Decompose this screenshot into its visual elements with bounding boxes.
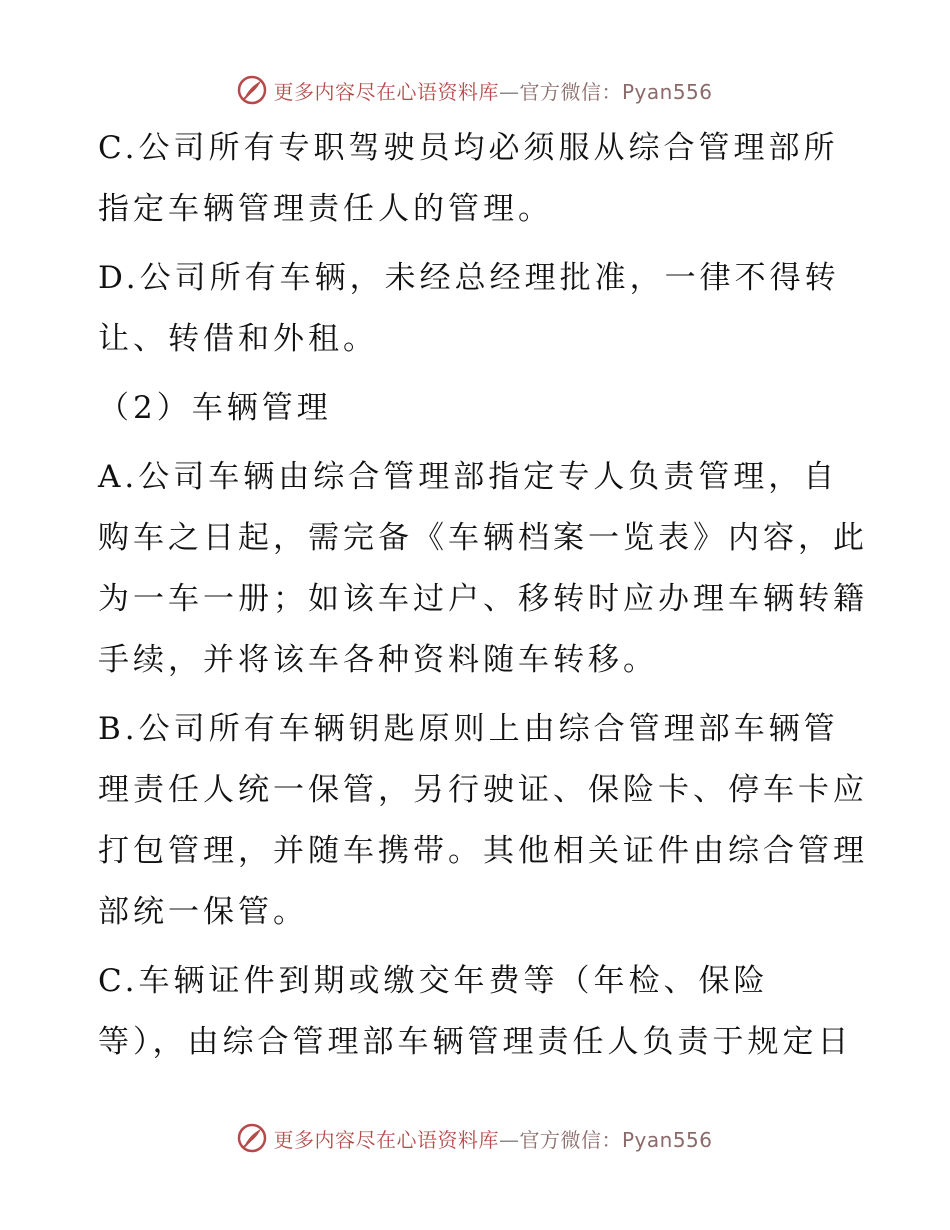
watermark-site-text: 更多内容尽在心语资料库	[273, 79, 499, 104]
text-line: B.公司所有车辆钥匙原则上由综合管理部车辆管	[98, 711, 839, 747]
watermark-banner-top	[0, 70, 950, 110]
paragraph-item-d-transfer	[98, 248, 858, 370]
text-line: 购车之日起，需完备《车辆档案一览表》内容，此	[98, 520, 868, 556]
text-line: C.车辆证件到期或缴交年费等（年检、保险	[98, 963, 769, 999]
text-line: 理责任人统一保管，另行驶证、保险卡、停车卡应	[98, 772, 868, 808]
section-heading	[98, 378, 858, 439]
watermark-site-text: 更多内容尽在心语资料库	[273, 1127, 499, 1152]
watermark-separator: —	[498, 79, 520, 104]
feather-pen-logo-icon	[237, 75, 267, 105]
paragraph-item-a-responsible	[98, 447, 868, 691]
text-line: A.公司车辆由综合管理部指定专人负责管理，自	[98, 459, 839, 495]
text-line: （2）车辆管理	[98, 390, 332, 426]
watermark-wechat-label: 官方微信：	[519, 1127, 622, 1152]
watermark-text	[273, 1124, 712, 1153]
text-line: D.公司所有车辆，未经总经理批准，一律不得转	[98, 260, 840, 296]
watermark-wechat-id: Pyan556	[621, 79, 713, 104]
watermark-banner-bottom	[0, 1118, 950, 1158]
paragraph-item-c-drivers	[98, 118, 858, 240]
text-line: 指定车辆管理责任人的管理。	[98, 191, 553, 227]
watermark-separator: —	[498, 1127, 520, 1152]
paragraph-item-c-certificates	[98, 951, 858, 1073]
text-line: C.公司所有专职驾驶员均必须服从综合管理部所	[98, 130, 839, 166]
paragraph-item-b-keys	[98, 699, 868, 943]
document-body	[98, 118, 868, 1073]
text-line: 让、转借和外租。	[98, 321, 378, 357]
watermark-wechat-label: 官方微信：	[519, 79, 622, 104]
watermark-text	[273, 76, 712, 105]
text-line: 等），由综合管理部车辆管理责任人负责于规定日	[98, 1024, 853, 1060]
text-line: 打包管理，并随车携带。其他相关证件由综合管理	[98, 833, 868, 869]
text-line: 手续，并将该车各种资料随车转移。	[98, 642, 658, 678]
feather-pen-logo-icon	[237, 1123, 267, 1153]
text-line: 为一车一册；如该车过户、移转时应办理车辆转籍	[98, 581, 868, 617]
text-line: 部统一保管。	[98, 894, 308, 930]
watermark-wechat-id: Pyan556	[621, 1127, 713, 1152]
